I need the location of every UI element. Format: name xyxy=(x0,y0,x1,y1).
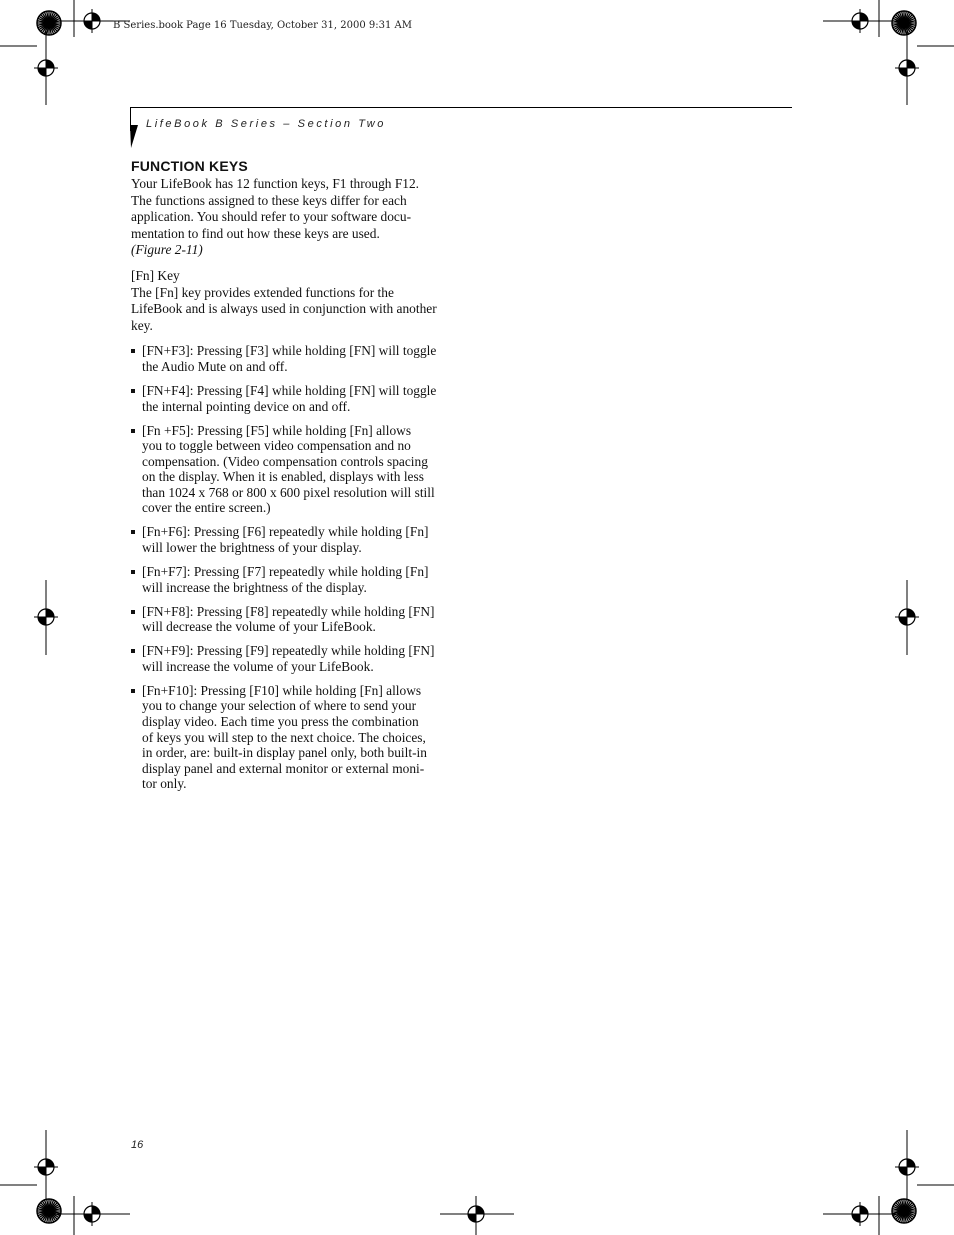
bullet-square-icon xyxy=(131,389,135,393)
text-line: on the display. When it is enabled, displays with less xyxy=(142,469,424,485)
page-number: 16 xyxy=(131,1139,144,1151)
main-column xyxy=(131,157,447,800)
bullet-square-icon xyxy=(131,610,135,614)
list-item xyxy=(131,564,447,595)
list-item xyxy=(131,383,447,414)
header-vertical-rule xyxy=(130,107,131,131)
text-line: will increase the volume of your LifeBook. xyxy=(142,658,374,674)
text-line: tor only. xyxy=(142,776,187,792)
bullet-square-icon xyxy=(131,429,135,433)
text-line: [Fn+F6]: Pressing [F6] repeatedly while holding [Fn] xyxy=(142,524,429,540)
text-line: than 1024 x 768 or 800 x 600 pixel resolution will still xyxy=(142,484,435,500)
text-line: [Fn+F10]: Pressing [F10] while holding [Fn] allows xyxy=(142,682,422,698)
running-head: LifeBook B Series – Section Two xyxy=(146,118,386,130)
list-item xyxy=(131,683,447,792)
text-line: The functions assigned to these keys differ for each xyxy=(131,192,407,208)
text-line: the Audio Mute on and off. xyxy=(142,358,288,374)
text-line: [Fn+F7]: Pressing [F7] repeatedly while holding [Fn] xyxy=(142,564,429,580)
text-line: The [Fn] key provides extended functions for the xyxy=(131,284,394,300)
bullet-square-icon xyxy=(131,570,135,574)
text-line: mentation to find out how these keys are used. xyxy=(131,225,380,241)
bullet-square-icon xyxy=(131,530,135,534)
text-line: the internal pointing device on and off. xyxy=(142,398,351,414)
function-key-list xyxy=(131,343,447,792)
text-line: [FN+F9]: Pressing [F9] repeatedly while holding [FN] xyxy=(142,643,435,659)
bullet-square-icon xyxy=(131,349,135,353)
bullet-square-icon xyxy=(131,649,135,653)
text-line: in order, are: built-in display panel only, both built-in xyxy=(142,745,427,761)
text-line: you to change your selection of where to send your xyxy=(142,698,417,714)
text-line: compensation. (Video compensation controls spacing xyxy=(142,453,428,469)
text-line: [Fn +F5]: Pressing [F5] while holding [Fn] allows xyxy=(142,422,412,438)
text-line: LifeBook and is always used in conjunction with another xyxy=(131,301,437,317)
text-line: will lower the brightness of your display. xyxy=(142,540,362,556)
print-slug: B Series.book Page 16 Tuesday, October 31, 2000 9:31 AM xyxy=(113,20,412,31)
list-item xyxy=(131,643,447,674)
list-item xyxy=(131,343,447,374)
list-item xyxy=(131,423,447,517)
section-heading: FUNCTION KEYS xyxy=(131,158,248,174)
figure-reference: (Figure 2-11) xyxy=(131,242,203,258)
text-line: cover the entire screen.) xyxy=(142,500,271,516)
text-line: [FN+F3]: Pressing [F3] while holding [FN] will toggle xyxy=(142,343,437,359)
header-rule xyxy=(130,107,792,108)
text-line: [FN+F4]: Pressing [F4] while holding [FN] will toggle xyxy=(142,382,437,398)
bullet-square-icon xyxy=(131,689,135,693)
fn-key-subheading: [Fn] Key xyxy=(131,267,180,283)
text-line: display video. Each time you press the combination xyxy=(142,713,419,729)
text-line: [FN+F8]: Pressing [F8] repeatedly while holding [FN] xyxy=(142,603,435,619)
intro-paragraph xyxy=(131,176,447,242)
list-item xyxy=(131,604,447,635)
text-line: of keys you will step to the next choice. The choices, xyxy=(142,729,426,745)
text-line: you to toggle between video compensation and no xyxy=(142,438,411,454)
fn-key-description xyxy=(131,285,447,335)
text-line: display panel and external monitor or external moni- xyxy=(142,760,425,776)
text-line: application. You should refer to your software docu- xyxy=(131,209,412,225)
list-item xyxy=(131,524,447,555)
text-line: will increase the brightness of the display. xyxy=(142,579,367,595)
text-line: will decrease the volume of your LifeBook. xyxy=(142,619,376,635)
text-line: Your LifeBook has 12 function keys, F1 through F12. xyxy=(131,176,420,191)
text-line: key. xyxy=(131,317,153,333)
